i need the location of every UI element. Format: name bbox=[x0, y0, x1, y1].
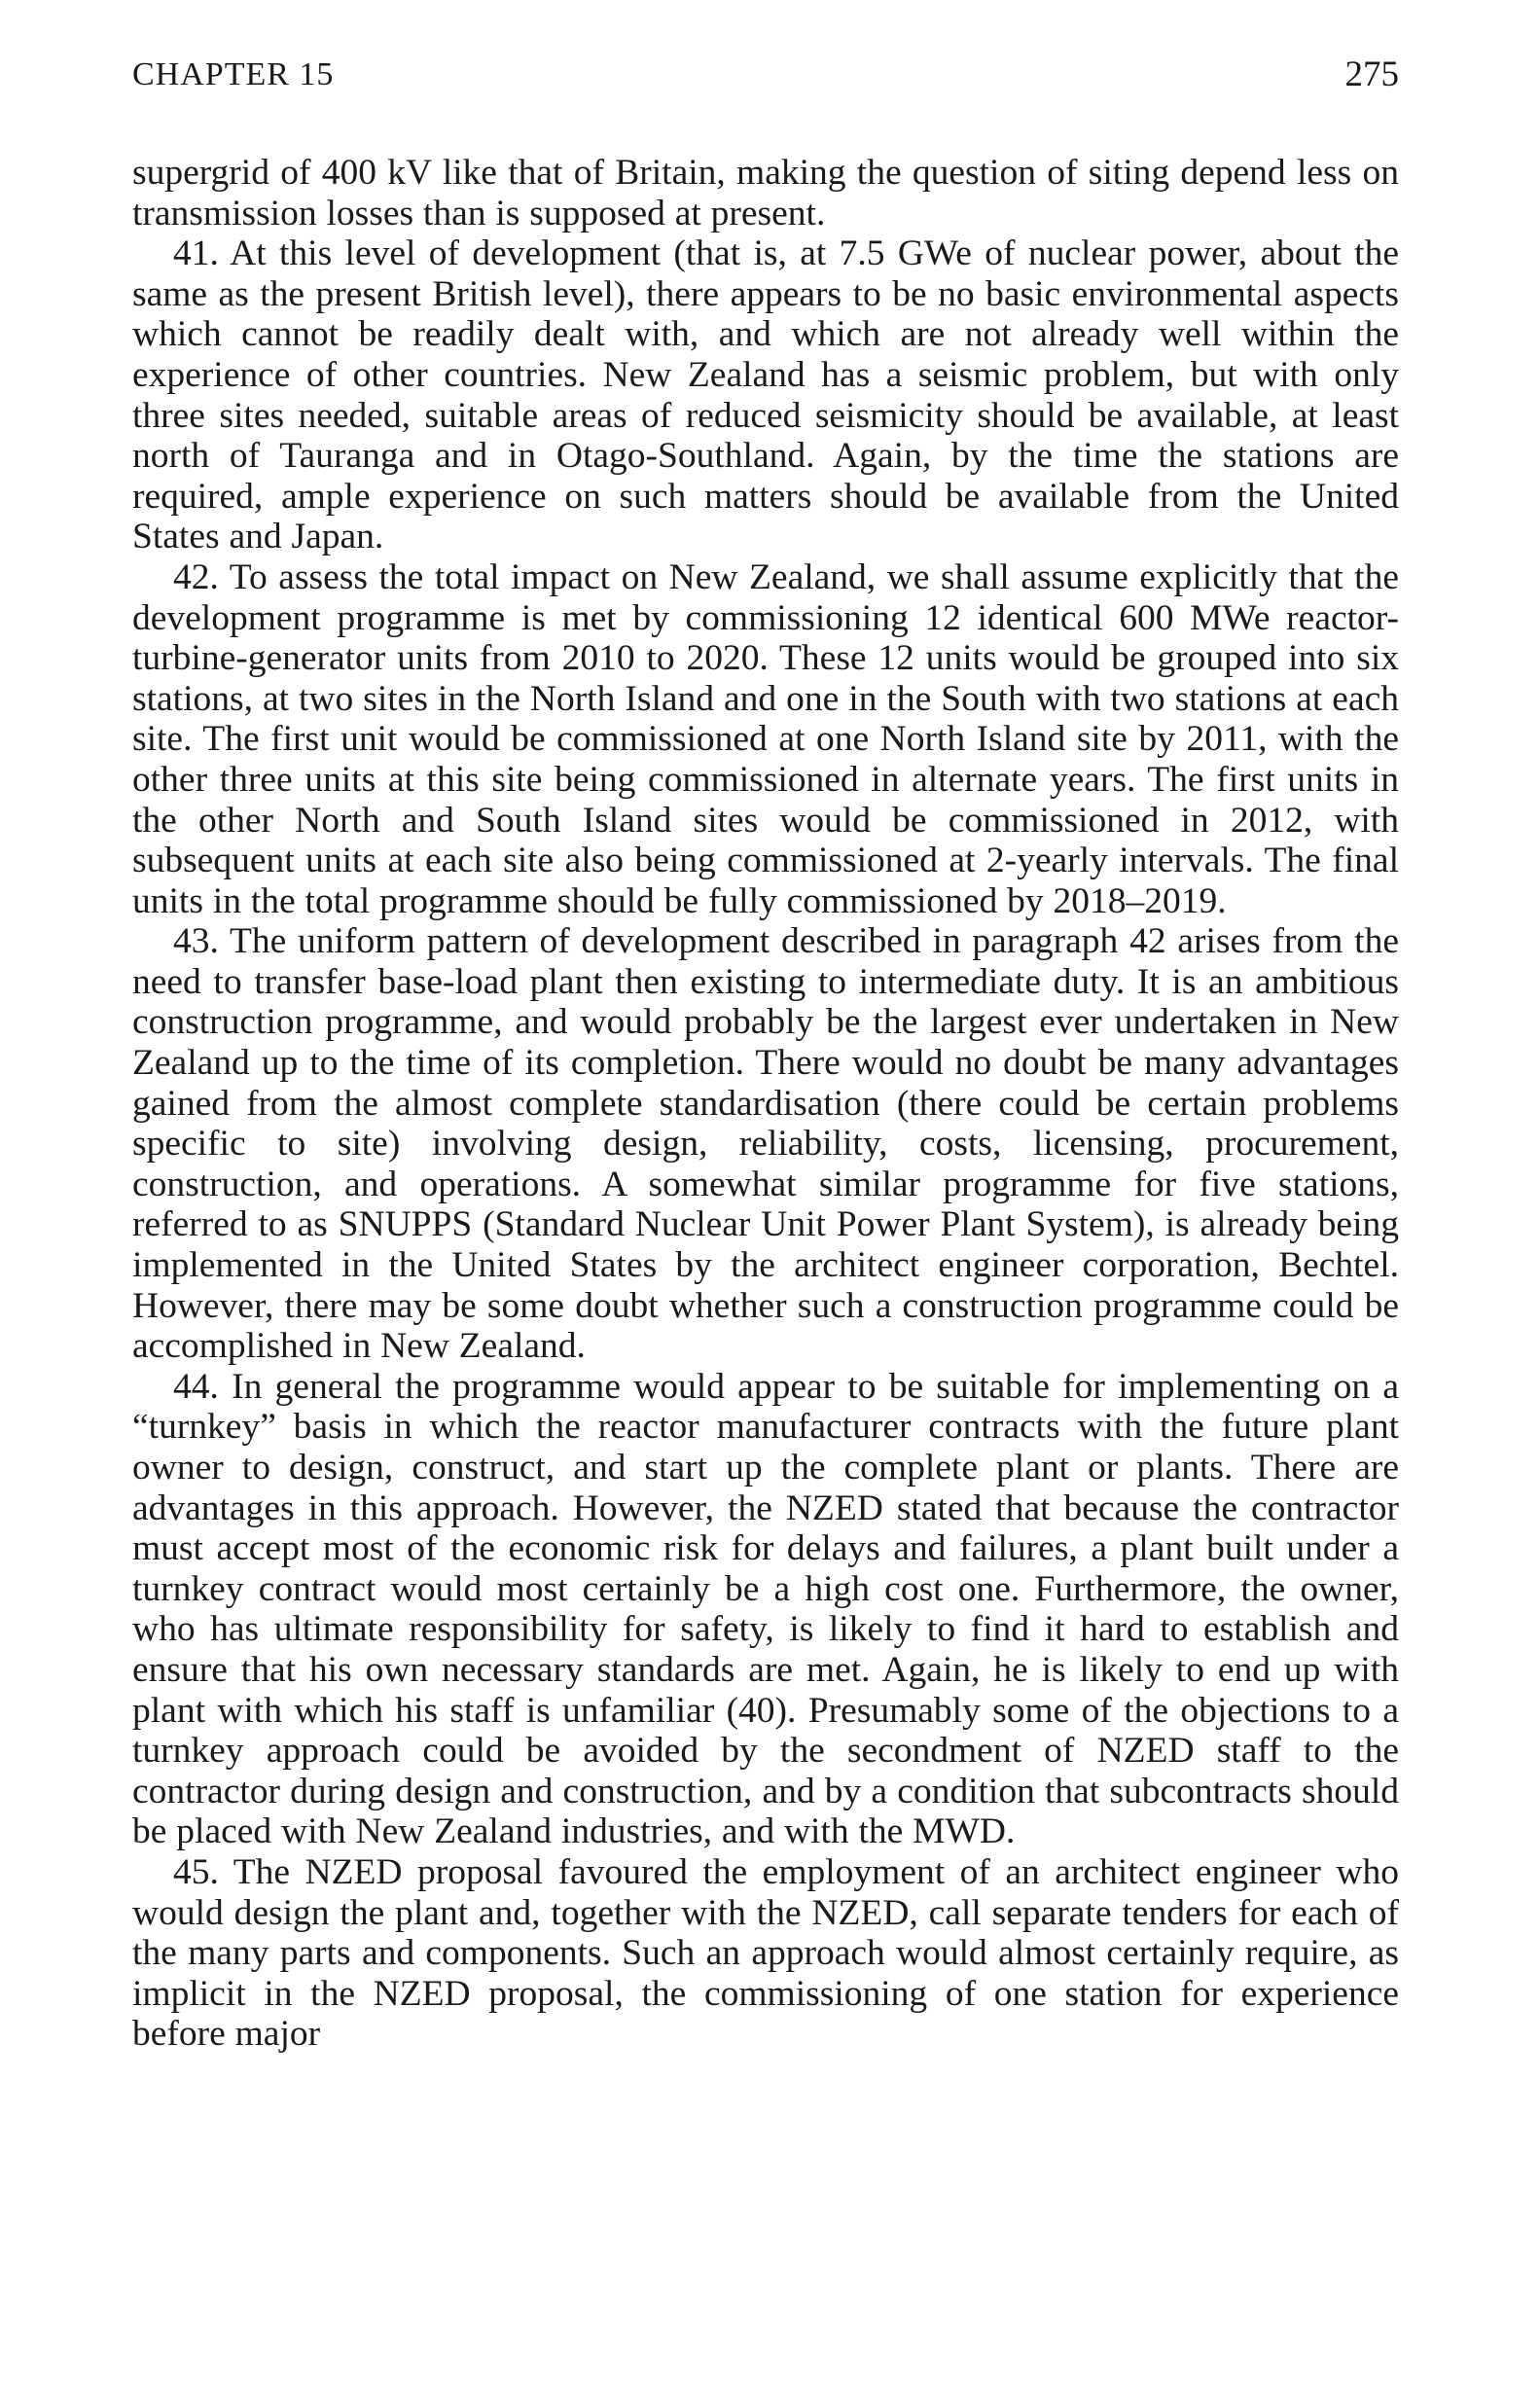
paragraph-continuation: supergrid of 400 kV like that of Britain, making the question of siting depend less on transmission losses than is supposed at present. bbox=[132, 153, 1399, 233]
running-head bbox=[132, 51, 1399, 99]
paragraph-45: 45. The NZED proposal favoured the employment of an architect engineer who would design the plant and, together with the NZED, call separate tenders for each of the many parts and components. Such an approach would almost certainly require, as implicit in the NZED proposal, the commissioning of one station for experience before major bbox=[132, 1851, 1399, 2055]
paragraph-42: 42. To assess the total impact on New Zealand, we shall assume explicitly that the development programme is met by commissioning 12 identical 600 MWe reactor-turbine-generator units from 2010 to 2020. These 12 units would be grouped into six stations, at two sites in the North Island and one in the South with two stations at each site. The first unit would be commissioned at one North Island site by 2011, with the other three units at this site being commissioned in alternate years. The first units in the other North and South Island sites would be commissioned in 2012, with subsequent units at each site also being commissioned at 2-yearly intervals. The final units in the total programme should be fully commissioned by 2018–2019. bbox=[132, 556, 1399, 921]
body-text bbox=[132, 153, 1399, 2055]
page-number: 275 bbox=[1344, 54, 1399, 94]
chapter-label: CHAPTER 15 bbox=[132, 56, 335, 92]
paragraph-43: 43. The uniform pattern of development described in paragraph 42 arises from the need to transfer base-load plant then existing to intermediate duty. It is an ambitious construction programme, and would probably be the largest ever undertaken in New Zealand up to the time of its completion. There would no doubt be many advantages gained from the almost complete standardisation (there could be certain problems specific to site) involving design, reliability, costs, licensing, procurement, construction, and operations. A somewhat similar programme for five stations, referred to as SNUPPS (Standard Nuclear Unit Power Plant System), is already being implemented in the United States by the architect engineer corporation, Bechtel. However, there may be some doubt whether such a construction programme could be accomplished in New Zealand. bbox=[132, 921, 1399, 1367]
paragraph-44: 44. In general the programme would appear to be suitable for implementing on a “turnkey” basis in which the reactor manufacturer contracts with the future plant owner to design, construct, and start up the complete plant or plants. There are advantages in this approach. However, the NZED stated that because the contractor must accept most of the economic risk for delays and failures, a plant built under a turnkey contract would most certainly be a high cost one. Furthermore, the owner, who has ultimate responsibility for safety, is likely to find it hard to establish and ensure that his own necessary standards are met. Again, he is likely to end up with plant with which his staff is unfamiliar (40). Presumably some of the objections to a turnkey approach could be avoided by the secondment of NZED staff to the contractor during design and construction, and by a condition that subcontracts should be placed with New Zealand industries, and with the MWD. bbox=[132, 1366, 1399, 1852]
paragraph-41: 41. At this level of development (that is, at 7.5 GWe of nuclear power, about the same as the present British level), there appears to be no basic environmental aspects which cannot be readily dealt with, and which are not already well within the experience of other countries. New Zealand has a seismic problem, but with only three sites needed, suitable areas of reduced seismicity should be available, at least north of Tauranga and in Otago-Southland. Again, by the time the stations are required, ample experience on such matters should be available from the United States and Japan. bbox=[132, 233, 1399, 557]
